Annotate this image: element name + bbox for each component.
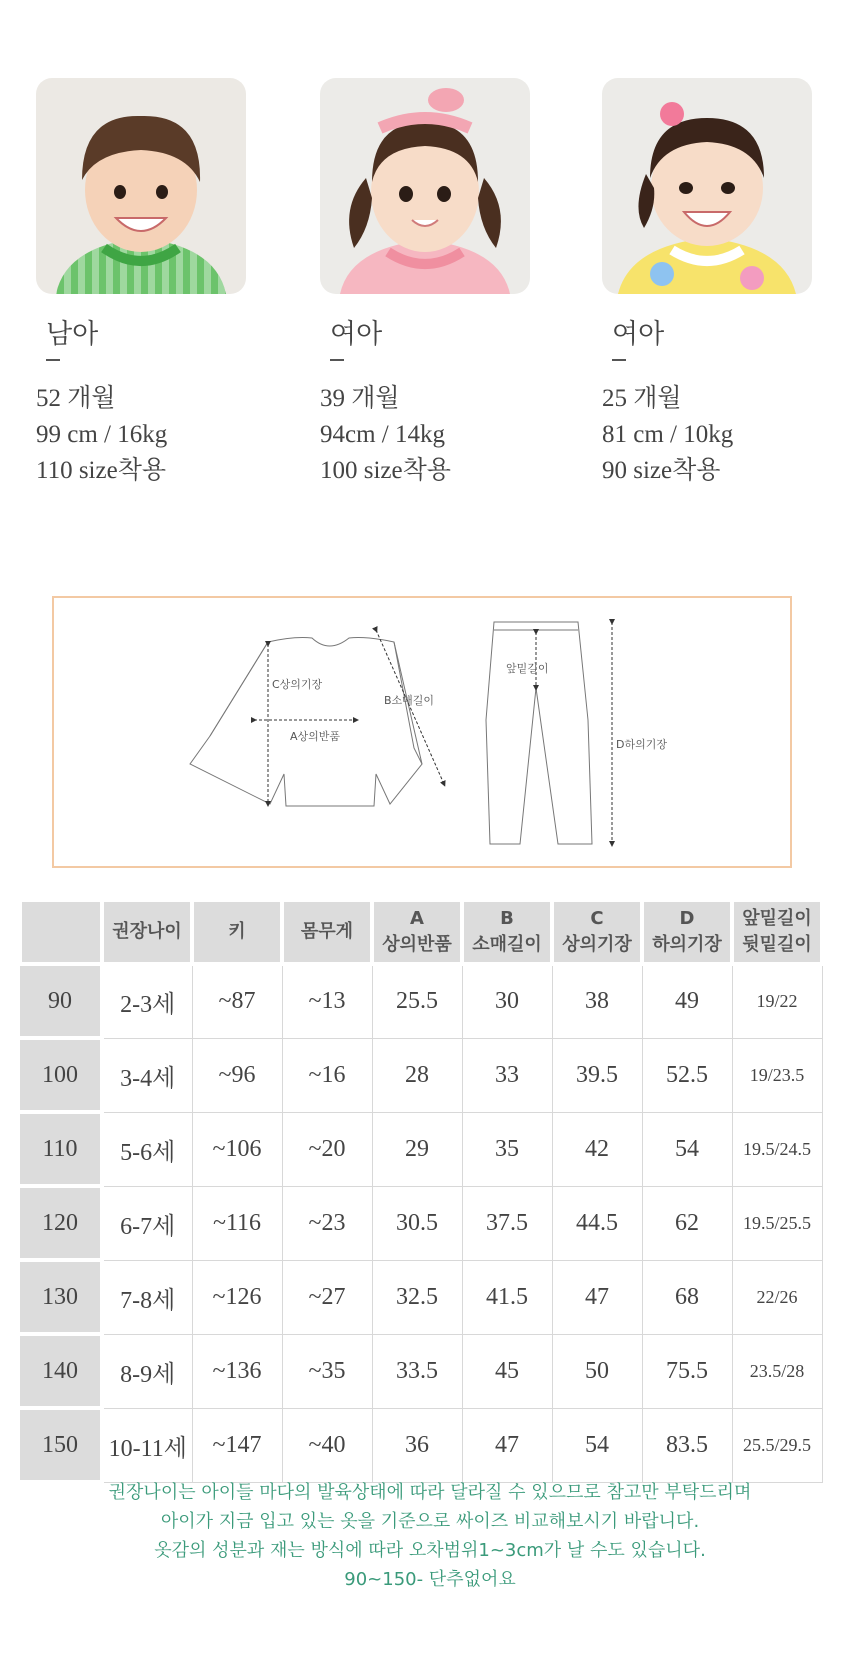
table-row (20, 1334, 822, 1408)
cell-size: 90 (20, 964, 102, 1038)
model-gender: 여아 (612, 319, 665, 350)
cell-height: ~126 (192, 1260, 282, 1334)
table-row (20, 1038, 822, 1112)
cell-size: 140 (20, 1334, 102, 1408)
cell-a: 28 (372, 1038, 462, 1112)
cell-height: ~87 (192, 964, 282, 1038)
pants-outline (486, 622, 592, 844)
header-weight: 몸무게 (282, 900, 372, 964)
cell-d: 75.5 (642, 1334, 732, 1408)
cell-a: 32.5 (372, 1260, 462, 1334)
label-chest-width: A상의반품 (290, 730, 341, 743)
cell-height: ~106 (192, 1112, 282, 1186)
cell-rise: 19/23.5 (732, 1038, 822, 1112)
cell-a: 25.5 (372, 964, 462, 1038)
cell-weight: ~20 (282, 1112, 372, 1186)
size-notes (0, 1478, 860, 1594)
label-sleeve-length: B소매길이 (384, 694, 435, 707)
cell-rise: 23.5/28 (732, 1334, 822, 1408)
cell-c: 42 (552, 1112, 642, 1186)
cell-b: 35 (462, 1112, 552, 1186)
label-rise: 앞밑길이 (506, 662, 549, 675)
model-card-boy (36, 78, 246, 489)
model-size-worn: 100 size착용 (320, 457, 451, 484)
cell-c: 38 (552, 964, 642, 1038)
model-size-worn: 90 size착용 (602, 457, 721, 484)
cell-d: 49 (642, 964, 732, 1038)
cell-c: 47 (552, 1260, 642, 1334)
cell-age: 2-3세 (102, 964, 192, 1038)
cell-rise: 19.5/25.5 (732, 1186, 822, 1260)
cell-rise: 19/22 (732, 964, 822, 1038)
cell-weight: ~16 (282, 1038, 372, 1112)
table-row (20, 1112, 822, 1186)
cell-weight: ~23 (282, 1186, 372, 1260)
cell-height: ~116 (192, 1186, 282, 1260)
cell-d: 68 (642, 1260, 732, 1334)
header-rise: 앞밑길이 뒷밑길이 (732, 900, 822, 964)
model-card-girl-1 (320, 78, 530, 489)
cell-b: 41.5 (462, 1260, 552, 1334)
model-height-weight: 94cm / 14kg (320, 421, 445, 448)
shirt-outline (190, 638, 422, 807)
cell-age: 7-8세 (102, 1260, 192, 1334)
label-bottom-length: D하의기장 (616, 738, 667, 751)
cell-height: ~136 (192, 1334, 282, 1408)
label-top-length: C상의기장 (272, 678, 323, 691)
table-header-row (20, 900, 822, 964)
cell-weight: ~35 (282, 1334, 372, 1408)
cell-d: 62 (642, 1186, 732, 1260)
cell-a: 33.5 (372, 1334, 462, 1408)
header-c: C 상의기장 (552, 900, 642, 964)
cell-d: 54 (642, 1112, 732, 1186)
model-age: 25 개월 (602, 385, 682, 412)
cell-size: 130 (20, 1260, 102, 1334)
cell-c: 54 (552, 1408, 642, 1482)
note-line: 옷감의 성분과 재는 방식에 따라 오차범위1~3cm가 날 수도 있습니다. (154, 1540, 706, 1561)
cell-c: 39.5 (552, 1038, 642, 1112)
cell-age: 8-9세 (102, 1334, 192, 1408)
header-size (20, 900, 102, 964)
cell-age: 3-4세 (102, 1038, 192, 1112)
table-row (20, 964, 822, 1038)
table-row (20, 1260, 822, 1334)
cell-c: 44.5 (552, 1186, 642, 1260)
model-info (320, 381, 530, 489)
cell-size: 120 (20, 1186, 102, 1260)
cell-rise: 25.5/29.5 (732, 1408, 822, 1482)
model-age: 52 개월 (36, 385, 116, 412)
cell-b: 37.5 (462, 1186, 552, 1260)
model-photo (36, 78, 246, 294)
table-row (20, 1186, 822, 1260)
model-info (602, 381, 812, 489)
cell-height: ~147 (192, 1408, 282, 1482)
cell-b: 33 (462, 1038, 552, 1112)
cell-age: 5-6세 (102, 1112, 192, 1186)
model-info (36, 381, 246, 489)
cell-a: 36 (372, 1408, 462, 1482)
measurement-diagram (52, 596, 792, 868)
cell-b: 45 (462, 1334, 552, 1408)
model-gender: 여아 (330, 319, 383, 350)
cell-d: 83.5 (642, 1408, 732, 1482)
divider (46, 359, 60, 361)
cell-a: 29 (372, 1112, 462, 1186)
cell-d: 52.5 (642, 1038, 732, 1112)
cell-rise: 19.5/24.5 (732, 1112, 822, 1186)
cell-a: 30.5 (372, 1186, 462, 1260)
cell-b: 30 (462, 964, 552, 1038)
header-height: 키 (192, 900, 282, 964)
model-gender: 남아 (46, 319, 99, 350)
divider (612, 359, 626, 361)
size-chart-table (18, 898, 824, 1484)
cell-c: 50 (552, 1334, 642, 1408)
note-line: 아이가 지금 입고 있는 옷을 기준으로 싸이즈 비교해보시기 바랍니다. (160, 1511, 700, 1532)
cell-age: 6-7세 (102, 1186, 192, 1260)
cell-weight: ~27 (282, 1260, 372, 1334)
model-card-girl-2 (602, 78, 812, 489)
cell-height: ~96 (192, 1038, 282, 1112)
model-photo (320, 78, 530, 294)
cell-weight: ~13 (282, 964, 372, 1038)
header-age: 권장나이 (102, 900, 192, 964)
cell-size: 100 (20, 1038, 102, 1112)
model-age: 39 개월 (320, 385, 400, 412)
table-row (20, 1408, 822, 1482)
cell-weight: ~40 (282, 1408, 372, 1482)
header-d: D 하의기장 (642, 900, 732, 964)
model-height-weight: 81 cm / 10kg (602, 421, 734, 448)
note-line: 90~150- 단추없어요 (344, 1569, 516, 1590)
cell-b: 47 (462, 1408, 552, 1482)
header-a: A 상의반품 (372, 900, 462, 964)
header-b: B 소매길이 (462, 900, 552, 964)
garment-sketch (54, 598, 794, 870)
cell-age: 10-11세 (102, 1408, 192, 1482)
cell-size: 110 (20, 1112, 102, 1186)
cell-rise: 22/26 (732, 1260, 822, 1334)
model-size-worn: 110 size착용 (36, 457, 166, 484)
cell-size: 150 (20, 1408, 102, 1482)
note-line: 권장나이는 아이들 마다의 발육상태에 따라 달라질 수 있으므로 참고만 부탁드리며 (108, 1482, 752, 1503)
model-photo (602, 78, 812, 294)
divider (330, 359, 344, 361)
model-height-weight: 99 cm / 16kg (36, 421, 168, 448)
